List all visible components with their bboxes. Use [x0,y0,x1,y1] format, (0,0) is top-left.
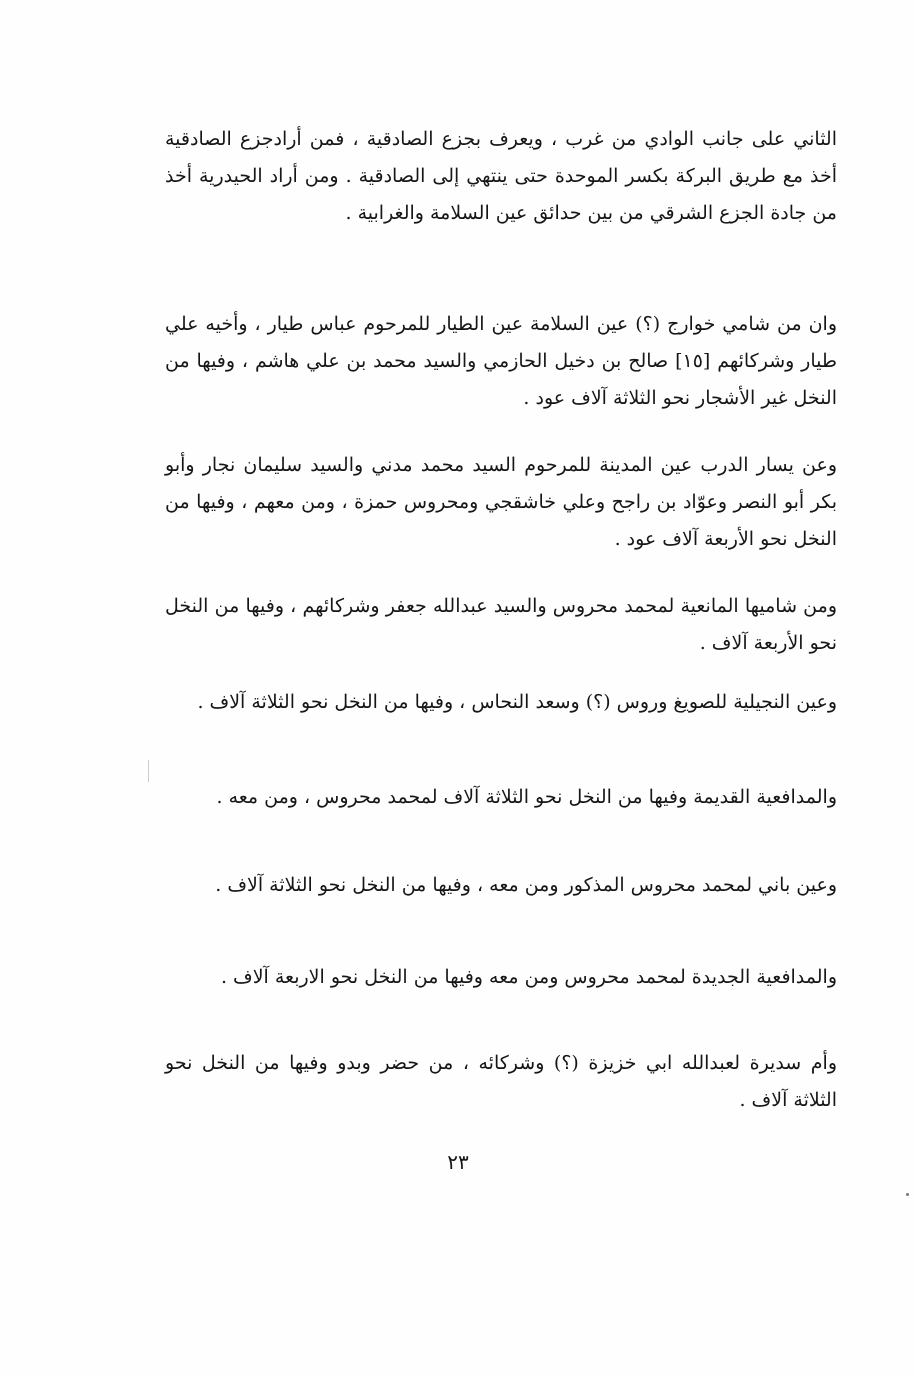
paragraph-1: الثاني على جانب الوادي من غرب ، ويعرف بجزع الصادقية ، فمن أرادجزع الصادقية أخذ مع طريق البركة بكسر الموحدة حتى ينتهي إلى الصادقية . ومن أراد الحيدرية أخذ من جادة الجزع الشرقي من بين حدائق عين السلامة والغرابية . [165,128,837,224]
paragraph-9: وأم سديرة لعبدالله ابي خزيزة (؟) وشركائه ، من حضر وبدو وفيها من النخل نحو الثلاثة آلاف . [165,1052,838,1111]
paragraph-6: والمدافعية القديمة وفيها من النخل نحو الثلاثة آلاف لمحمد محروس ، ومن معه . [216,786,837,808]
paragraph-8: والمدافعية الجديدة لمحمد محروس ومن معه وفيها من النخل نحو الاربعة آلاف . [220,966,837,988]
paragraph-7: وعين باني لمحمد محروس المذكور ومن معه ، وفيها من النخل نحو الثلاثة آلاف . [215,874,837,896]
page-number: ٢٣ [447,1150,469,1174]
ink-speck [906,1193,909,1196]
paragraph-3: وعن يسار الدرب عين المدينة للمرحوم السيد محمد مدني والسيد سليمان نجار وأبو بكر أبو النصر وعوّاد بن راجح وعلي خاشقجي ومحروس حمزة ، ومن معهم ، وفيها من النخل نحو الأربعة آلاف عود . [165,454,837,550]
paragraph-4: ومن شاميها المانعية لمحمد محروس والسيد عبدالله جعفر وشركائهم ، وفيها من النخل نحو الأربعة آلاف . [165,595,837,654]
margin-mark [148,760,149,782]
paragraph-2: وان من شامي خوارج (؟) عين السلامة عين الطيار للمرحوم عباس طيار ، وأخيه علي طيار وشركائهم [١٥] صالح بن دخيل الحازمي والسيد محمد بن علي هاشم ، وفيها من النخل غير الأشجار نحو الثلاثة آلاف عود . [165,313,837,409]
paragraph-5: وعين النجيلية للصويغ وروس (؟) وسعد النحاس ، وفيها من النخل نحو الثلاثة آلاف . [197,691,837,713]
